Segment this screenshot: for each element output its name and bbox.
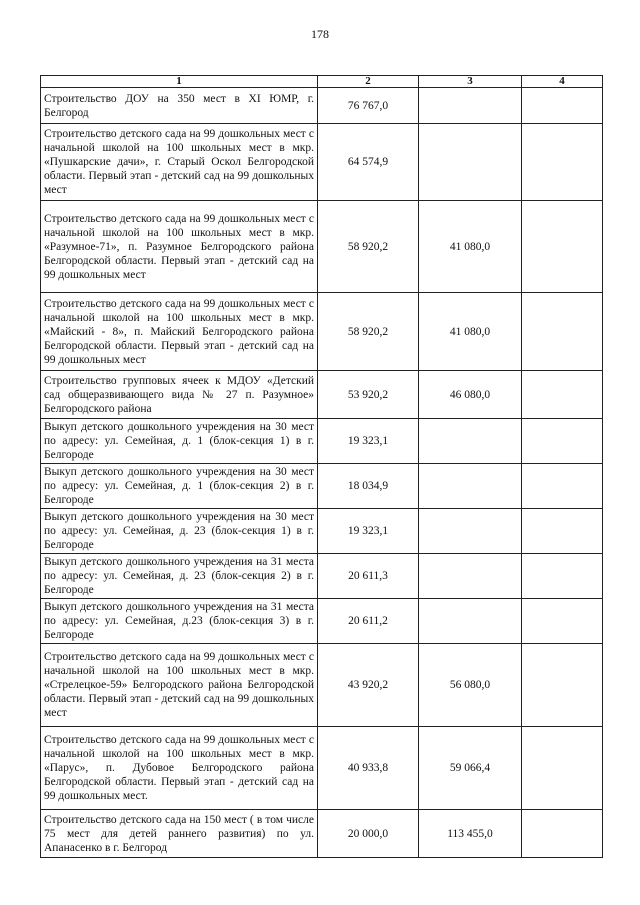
table-row: [41, 644, 603, 727]
table-row: [41, 293, 603, 371]
table-row: [41, 201, 603, 293]
row-description: Выкуп детского дошкольного учреждения на 30 мест по адресу: ул. Семейная, д. 1 (блок-секция 2) в г. Белгороде: [41, 464, 318, 509]
row-value-col4: [522, 554, 603, 599]
row-description: Строительство детского сада на 99 дошкольных мест с начальной школой на 100 школьных мест в мкр. «Майский - 8», п. Майский Белгородского района Белгородской области. Первый этап - детский сад на 99 дошкольных мест: [41, 293, 318, 371]
column-header-2: 2: [318, 76, 419, 88]
table-row: [41, 88, 603, 124]
row-value-col4: [522, 201, 603, 293]
table-header-row: [41, 76, 603, 88]
row-description: Строительство детского сада на 99 дошкольных мест с начальной школой на 100 школьных мест в мкр. «Пушкарские дачи», г. Старый Оскол Белгородской области. Первый этап - детский сад на 99 дошкольных мест: [41, 124, 318, 201]
row-value-col4: [522, 509, 603, 554]
column-header-3: 3: [419, 76, 522, 88]
row-description: Строительство детского сада на 99 дошкольных мест с начальной школой на 100 школьных мест в мкр. «Разумное-71», п. Разумное Белгородского района Белгородской области. Первый этап - детский сад на 99 дошкольных мест: [41, 201, 318, 293]
row-value-col3: [419, 124, 522, 201]
funding-table: [40, 75, 603, 858]
table-row: [41, 371, 603, 419]
row-value-col4: [522, 599, 603, 644]
row-value-col2: 40 933,8: [318, 727, 419, 810]
row-description: Строительство ДОУ на 350 мест в XI ЮМР, г. Белгород: [41, 88, 318, 124]
row-value-col4: [522, 419, 603, 464]
row-value-col4: [522, 644, 603, 727]
row-value-col3: 59 066,4: [419, 727, 522, 810]
row-value-col2: 58 920,2: [318, 293, 419, 371]
table-row: [41, 599, 603, 644]
row-description: Строительство групповых ячеек к МДОУ «Детский сад общеразвивающего вида № 27 п. Разумное» Белгородского района: [41, 371, 318, 419]
table-row: [41, 554, 603, 599]
row-value-col2: 20 611,3: [318, 554, 419, 599]
column-header-4: 4: [522, 76, 603, 88]
row-value-col3: [419, 554, 522, 599]
row-value-col4: [522, 727, 603, 810]
table-row: [41, 509, 603, 554]
row-description: Строительство детского сада на 150 мест ( в том числе 75 мест для детей раннего развития) по ул. Апанасенко в г. Белгород: [41, 810, 318, 858]
row-value-col4: [522, 88, 603, 124]
row-value-col3: 41 080,0: [419, 293, 522, 371]
row-value-col2: 53 920,2: [318, 371, 419, 419]
row-value-col2: 43 920,2: [318, 644, 419, 727]
row-value-col2: 19 323,1: [318, 419, 419, 464]
row-value-col4: [522, 464, 603, 509]
table-row: [41, 124, 603, 201]
row-value-col3: [419, 599, 522, 644]
row-value-col2: 18 034,9: [318, 464, 419, 509]
row-value-col3: 113 455,0: [419, 810, 522, 858]
row-value-col4: [522, 293, 603, 371]
row-value-col3: [419, 88, 522, 124]
row-value-col2: 20 000,0: [318, 810, 419, 858]
row-value-col2: 58 920,2: [318, 201, 419, 293]
row-value-col3: 46 080,0: [419, 371, 522, 419]
row-description: Выкуп детского дошкольного учреждения на 30 мест по адресу: ул. Семейная, д. 1 (блок-секция 1) в г. Белгороде: [41, 419, 318, 464]
row-value-col2: 19 323,1: [318, 509, 419, 554]
table-row: [41, 464, 603, 509]
row-value-col3: [419, 509, 522, 554]
row-value-col3: 41 080,0: [419, 201, 522, 293]
row-value-col2: 20 611,2: [318, 599, 419, 644]
row-description: Строительство детского сада на 99 дошкольных мест с начальной школой на 100 школьных мест в мкр. «Стрелецкое-59» Белгородского района Белгородской области. Первый этап - детский сад на 99 дошкольных мест: [41, 644, 318, 727]
table-row: [41, 810, 603, 858]
table-row: [41, 727, 603, 810]
column-header-1: 1: [41, 76, 318, 88]
row-description: Выкуп детского дошкольного учреждения на 30 мест по адресу: ул. Семейная, д. 23 (блок-секция 1) в г. Белгороде: [41, 509, 318, 554]
row-value-col4: [522, 371, 603, 419]
row-value-col4: [522, 810, 603, 858]
row-value-col2: 76 767,0: [318, 88, 419, 124]
row-value-col3: [419, 419, 522, 464]
row-value-col3: [419, 464, 522, 509]
page-number: 178: [311, 27, 329, 41]
row-value-col3: 56 080,0: [419, 644, 522, 727]
table-row: [41, 419, 603, 464]
row-description: Выкуп детского дошкольного учреждения на 31 места по адресу: ул. Семейная, д. 23 (блок-секция 2) в г. Белгороде: [41, 554, 318, 599]
row-value-col2: 64 574,9: [318, 124, 419, 201]
row-description: Строительство детского сада на 99 дошкольных мест с начальной школой на 100 школьных мест в мкр. «Парус», п. Дубовое Белгородского района Белгородской области. Первый этап - детский сад на 99 дошкольных мест.: [41, 727, 318, 810]
row-description: Выкуп детского дошкольного учреждения на 31 места по адресу: ул. Семейная, д.23 (блок-секция 3) в г. Белгороде: [41, 599, 318, 644]
row-value-col4: [522, 124, 603, 201]
